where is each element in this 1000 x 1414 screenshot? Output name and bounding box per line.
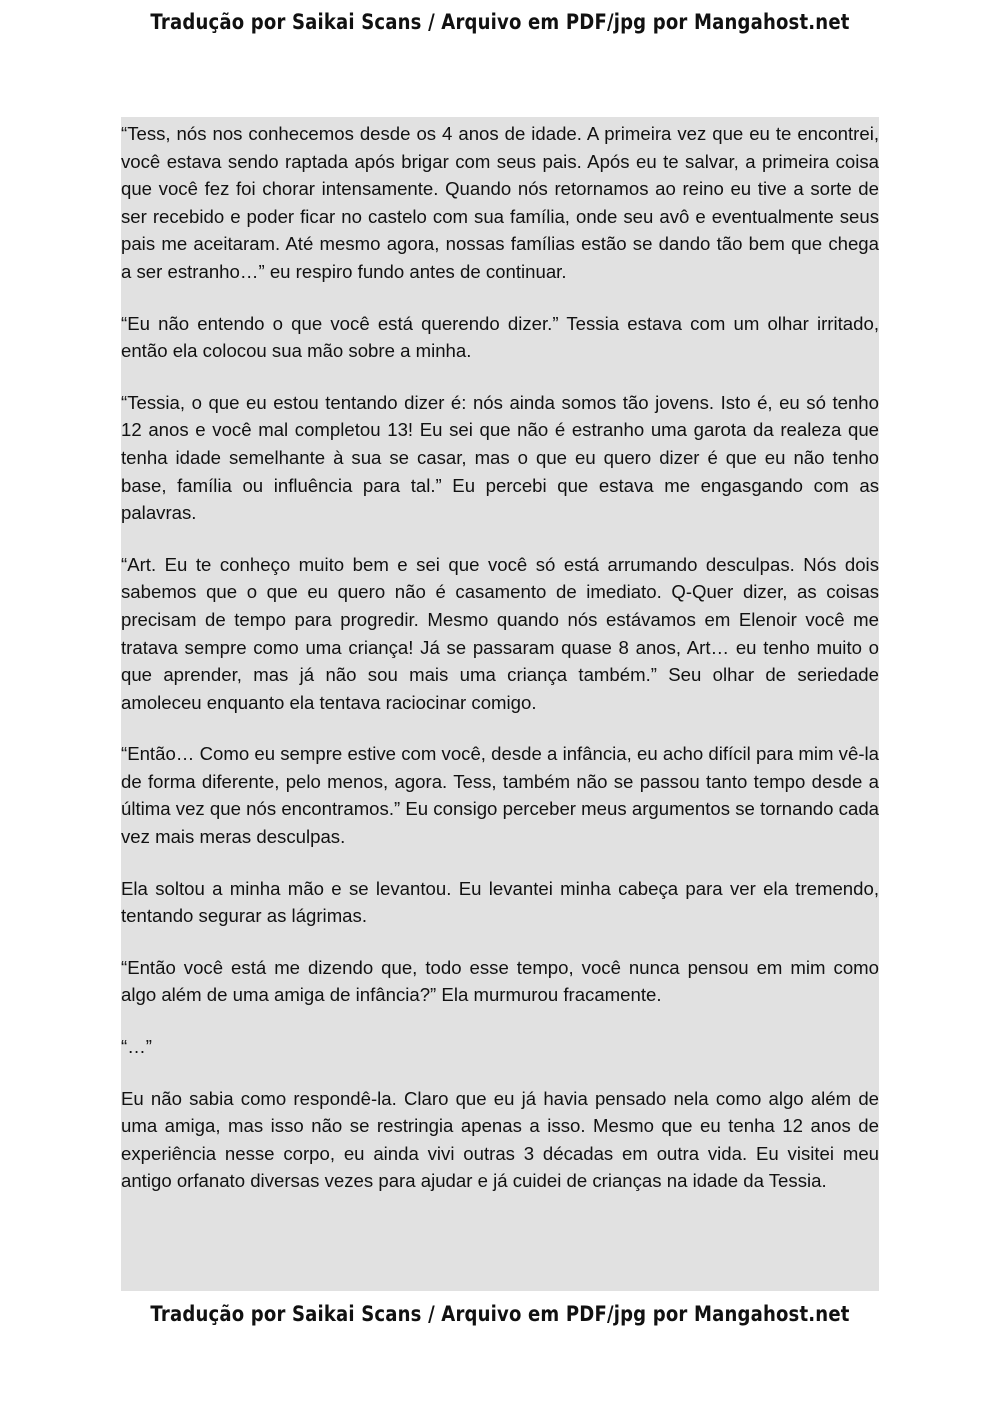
footer-credit: Tradução por Saikai Scans / Arquivo em PDF/jpg por Mangahost.net: [150, 1302, 850, 1326]
paragraph-5: “Então… Como eu sempre estive com você, desde a infância, eu acho difícil para mim vê-la de forma diferente, pelo menos, agora. Tess, também não se passou tanto tempo desde a última vez que nós encontramos.” Eu consigo perceber meus argumentos se tornando cada vez mais meras desculpas.: [121, 743, 879, 848]
header-credit: Tradução por Saikai Scans / Arquivo em PDF/jpg por Mangahost.net: [150, 10, 850, 34]
text-page: [121, 117, 879, 1291]
paragraph-1: “Tess, nós nos conhecemos desde os 4 anos de idade. A primeira vez que eu te encontrei, você estava sendo raptada após brigar com seus pais. Após eu te salvar, a primeira coisa que você fez foi chorar intensamente. Quando nós retornamos ao reino eu tive a sorte de ser recebido e poder ficar no castelo com sua família, onde seu avô e eventualmente seus pais me aceitaram. Até mesmo agora, nossas famílias estão se dando tão bem que chega a ser estranho…” eu respiro fundo antes de continuar.: [121, 123, 879, 282]
paragraph-8: “…”: [121, 1036, 152, 1058]
paragraph-3: “Tessia, o que eu estou tentando dizer é: nós ainda somos tão jovens. Isto é, eu só tenho 12 anos e você mal completou 13! Eu sei que não é estranho uma garota da realeza que tenha idade semelhante à sua se casar, mas o que eu quero dizer é que eu não tenho base, família ou influência para tal.” Eu percebi que estava me engasgando com as palavras.: [121, 391, 879, 524]
paragraph-2: “Eu não entendo o que você está querendo dizer.” Tessia estava com um olhar irritado, então ela colocou sua mão sobre a minha.: [121, 312, 879, 362]
paragraph-9: Eu não sabia como respondê-la. Claro que eu já havia pensado nela como algo além de uma amiga, mas isso não se restringia apenas a isso. Mesmo que eu tenha 12 anos de experiência nesse corpo, eu ainda vivi outras 3 décadas em outra vida. Eu visitei meu antigo orfanato diversas vezes para ajudar e já cuidei de crianças na idade da Tessia.: [121, 1087, 879, 1192]
paragraph-7: “Então você está me dizendo que, todo esse tempo, você nunca pensou em mim como algo além de uma amiga de infância?” Ela murmurou fracamente.: [121, 956, 879, 1006]
text-body: [121, 120, 879, 1219]
paragraph-6: Ela soltou a minha mão e se levantou. Eu levantei minha cabeça para ver ela tremendo, tentando segurar as lágrimas.: [121, 877, 879, 927]
paragraph-4: “Art. Eu te conheço muito bem e sei que você só está arrumando desculpas. Nós dois sabemos que o que eu quero não é casamento de imediato. Q-Quer dizer, as coisas precisam de tempo para progredir. Mesmo quando nós estávamos em Elenoir você me tratava sempre como uma criança! Já se passaram quase 8 anos, Art… eu tenho muito o que aprender, mas já não sou mais uma criança também.” Seu olhar de seriedade amoleceu enquanto ela tentava raciocinar comigo.: [121, 553, 879, 713]
